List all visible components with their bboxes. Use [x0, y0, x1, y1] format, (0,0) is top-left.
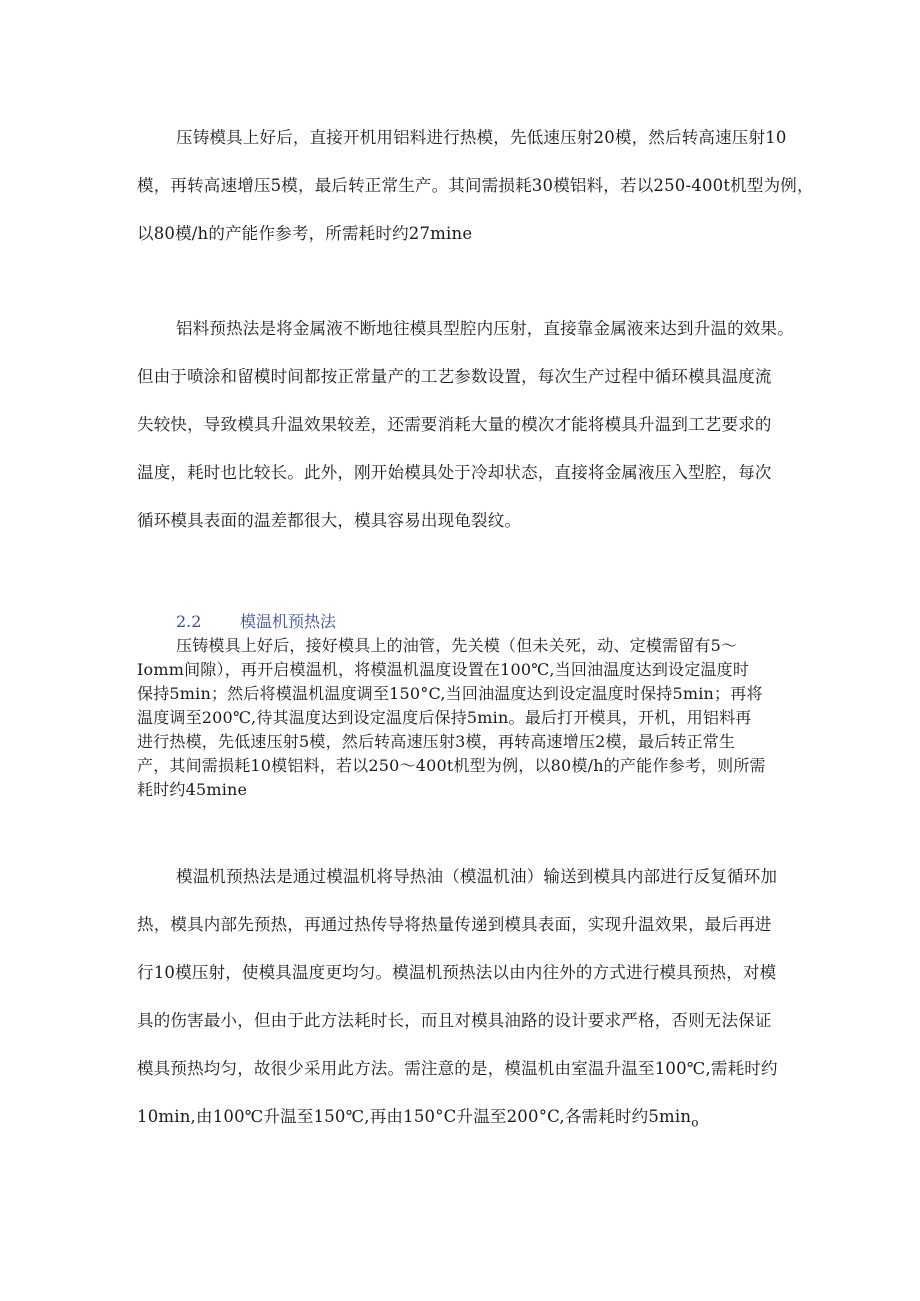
paragraph-4-line-1: 模温机预热法是通过模温机将导热油（模温机油）输送到模具内部进行反复循环加 [176, 867, 778, 886]
paragraph-1-line-3: 以80模/h的产能作参考，所需耗时约27mine [137, 224, 473, 243]
paragraph-3-line-1: 压铸模具上好后，接好模具上的油管，先关模（但未关死，动、定模需留有5～ [176, 636, 738, 655]
section-number: 2.2 [176, 612, 202, 631]
paragraph-2-line-1: 铝料预热法是将金属液不断地往模具型腔内压射，直接靠金属液来达到升温的效果。 [176, 319, 794, 338]
paragraph-3-line-6: 产，其间需损耗10模铝料，若以250～400t机型为例，以80模/h的产能作参考，则所需 [137, 756, 766, 775]
paragraph-2-line-2: 但由于喷涂和留模时间都按正常量产的工艺参数设置，每次生产过程中循环模具温度流 [137, 367, 772, 386]
paragraph-4-line-4: 具的伤害最小，但由于此方法耗时长，而且对模具油路的设计要求严格，否则无法保证 [137, 1011, 772, 1030]
section-heading [176, 609, 336, 632]
paragraph-3-line-3: 保持5min；然后将模温机温度调至150°C,当回油温度达到设定温度时保持5min；再将 [137, 684, 763, 703]
paragraph-3-line-5: 进行热模，先低速压射5模，然后转高速压射3模，再转高速增压2模，最后转正常生 [137, 732, 736, 751]
paragraph-3-line-7: 耗时约45mine [137, 780, 248, 799]
paragraph-3-line-2: Iomm间隙），再开启模温机，将模温机温度设置在100℃,当回油温度达到设定温度时 [137, 660, 750, 679]
section-title: 模温机预热法 [240, 612, 337, 631]
paragraph-2-line-5: 循环模具表面的温差都很大，模具容易出现龟裂纹。 [137, 511, 522, 530]
paragraph-4-line-5: 模具预热均匀，故很少采用此方法。需注意的是，模温机由室温升温至100℃,需耗时约 [137, 1059, 778, 1078]
paragraph-1-line-1: 压铸模具上好后，直接开机用铝料进行热模，先低速压射20模，然后转高速压射10 [176, 128, 787, 147]
paragraph-4-line-3: 行10模压射，使模具温度更均匀。模温机预热法以由内往外的方式进行模具预热，对模 [137, 963, 777, 982]
paragraph-4-line-6 [137, 1103, 699, 1129]
paragraph-1-line-2: 模，再转高速增压5模，最后转正常生产。其间需损耗30模铝料，若以250-400t机型为例， [137, 176, 814, 195]
paragraph-4-line-6-text: 10min,由100℃升温至150℃,再由150°C升温至200°C,各需耗时约5min [137, 1107, 692, 1126]
paragraph-3-line-4: 温度调至200℃,待其温度达到设定温度后保持5min。最后打开模具，开机，用铝料再 [137, 708, 752, 727]
paragraph-4-line-2: 热，模具内部先预热，再通过热传导将热量传递到模具表面，实现升温效果，最后再进 [137, 915, 772, 934]
trailing-mark: o [691, 1115, 699, 1130]
paragraph-2-line-3: 失较快，导致模具升温效果较差，还需要消耗大量的模次才能将模具升温到工艺要求的 [137, 415, 772, 434]
paragraph-2-line-4: 温度，耗时也比较长。此外，刚开始模具处于冷却状态，直接将金属液压入型腔，每次 [137, 463, 772, 482]
